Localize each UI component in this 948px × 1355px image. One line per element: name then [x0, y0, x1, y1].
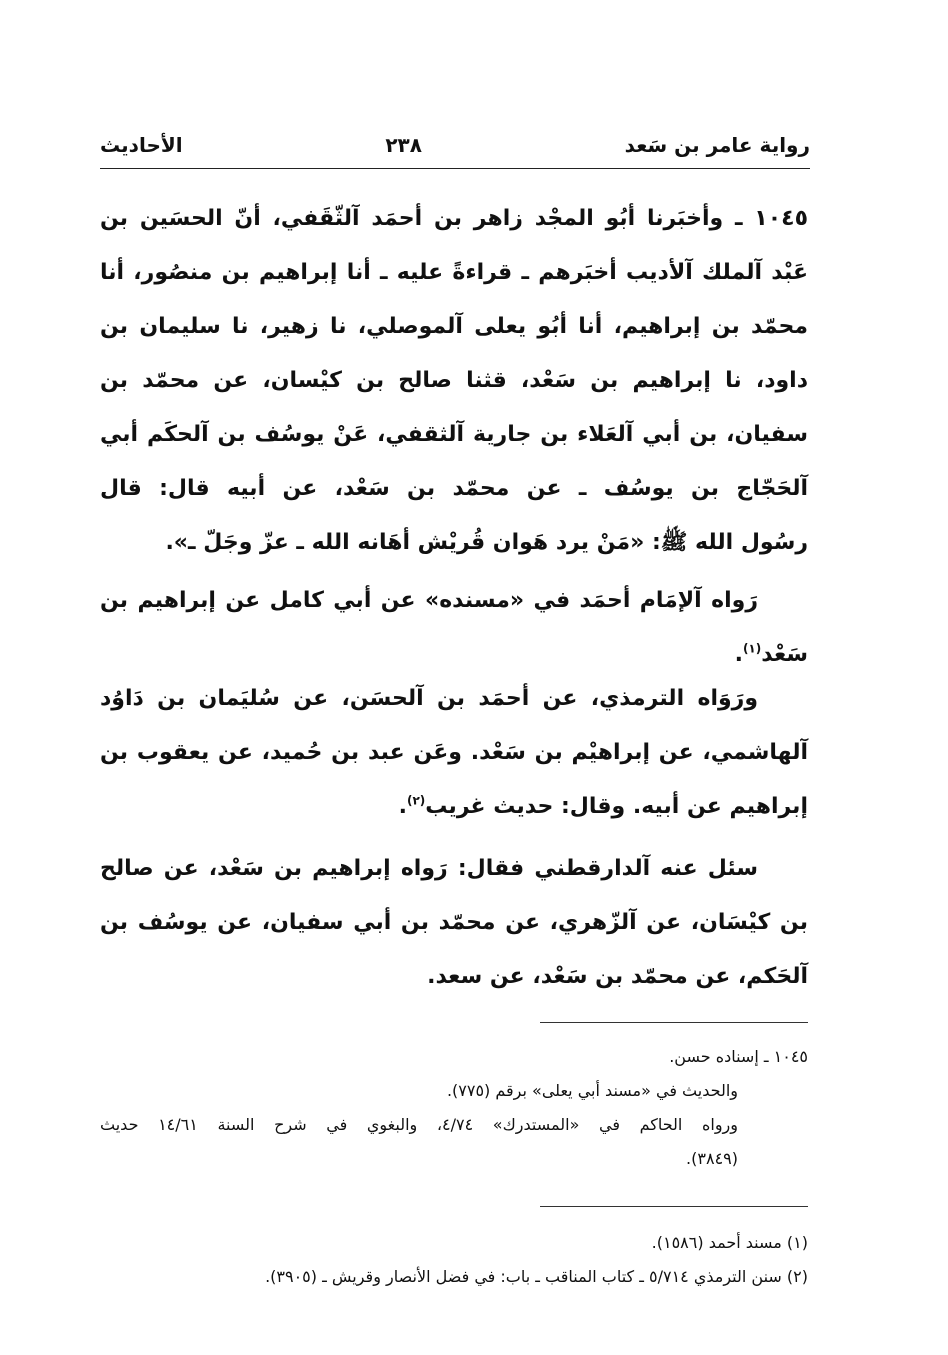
period: .: [734, 642, 743, 667]
footnote-rule: [540, 1206, 808, 1207]
takhrij-line: ١٠٤٥ ـ إسناده حسن.: [669, 1047, 808, 1066]
footnote-ref[interactable]: (١): [742, 641, 762, 656]
takhrij-block: [100, 1040, 808, 1176]
hadith-line: سفيان، بن أبي آلعَلاء بن جارية آلثقفي، عَنْ يوسُف بن آلحكَم أبي: [100, 422, 808, 447]
paragraph-text: ورَوَاه الترمذي، عن أحمَد بن آلحسَن، عن سُليَمان بن دَاوُد آلهاشمي، عن إبراهيْم بن سَعْد. وعَن عبد بن حُميد، عن يعقوب بن إبراهيم عن أبيه. وقال: حديث غريب: [100, 686, 808, 819]
hadith-line: ١٠٤٥ ـ وأخبَرنا أبُو المجْد زاهر بن أحمَد آلثّقَفي، أنّ الحسَين بن: [100, 206, 808, 231]
header-rule: [100, 168, 810, 169]
period: .: [398, 794, 407, 819]
takhrij-line: والحديث في «مسند أبي يعلى» برقم (٧٧٥).: [446, 1081, 738, 1100]
takhrij-line: (٣٨٤٩).: [686, 1149, 738, 1168]
paragraph-daraqutni: [100, 842, 808, 1004]
paragraph-text: سئل عنه آلدارقطني فقال: رَواه إبراهيم بن سَعْد، عن صالح بن كيْسَان، عن آلزّهري، عن محمّد بن أبي سفيان، عن يوسُف بن آلحَكم، عن محمّد بن سَعْد، عن سعد.: [100, 856, 808, 989]
section-title: الأحاديث: [100, 133, 183, 157]
footnote-2: (٢) سنن الترمذي ٥/٧١٤ ـ كتاب المناقب ـ باب: في فضل الأنصار وقريش ـ (٣٩٠٥).: [265, 1267, 808, 1286]
footnotes: [100, 1226, 808, 1294]
hadith-line: داود، نا إبراهيم بن سَعْد، قثنا صالح بن كيْسان، عن محمّد بن: [100, 368, 808, 393]
main-text: [100, 192, 808, 570]
hadith-line: عَبْد آلملك آلأديب أخبَرهم ـ قراءةً عليه ـ أنا إبراهيم بن منصُور، أنا: [100, 260, 808, 285]
takhrij-rule: [540, 1022, 808, 1023]
page-header: [100, 128, 810, 162]
paragraph-tirmidhi: [100, 672, 808, 834]
running-title: رواية عامر بن سَعد: [624, 133, 810, 157]
hadith-line: رسُول الله ﷺ: «مَنْ يرد هَوان قُريْش أهَانه الله ـ عزّ وجَلّ ـ».: [165, 530, 808, 555]
paragraph-text: رَواه آلإمَام أحمَد في «مسنده» عن أبي كامل عن إبراهيم بن سَعْد: [100, 588, 808, 667]
footnote-1: (١) مسند أحمد (١٥٨٦).: [651, 1233, 808, 1252]
footnote-ref[interactable]: (٢): [406, 793, 426, 808]
hadith-line: محمّد بن إبراهيم، أنا أبُو يعلى آلموصلي، نا زهير، نا سليمان بن: [100, 314, 808, 339]
page-number: ٢٣٨: [385, 133, 422, 157]
paragraph-ahmad: [100, 574, 808, 682]
takhrij-line: ورواه الحاكم في «المستدرك» ٤/٧٤، والبغوي في شرح السنة ١٤/٦١ حديث: [100, 1115, 738, 1134]
hadith-line: آلحَجّاج بن يوسُف ـ عن محمّد بن سَعْد، عن أبيه قال: قال: [100, 476, 808, 501]
hadith-block: [100, 192, 808, 570]
